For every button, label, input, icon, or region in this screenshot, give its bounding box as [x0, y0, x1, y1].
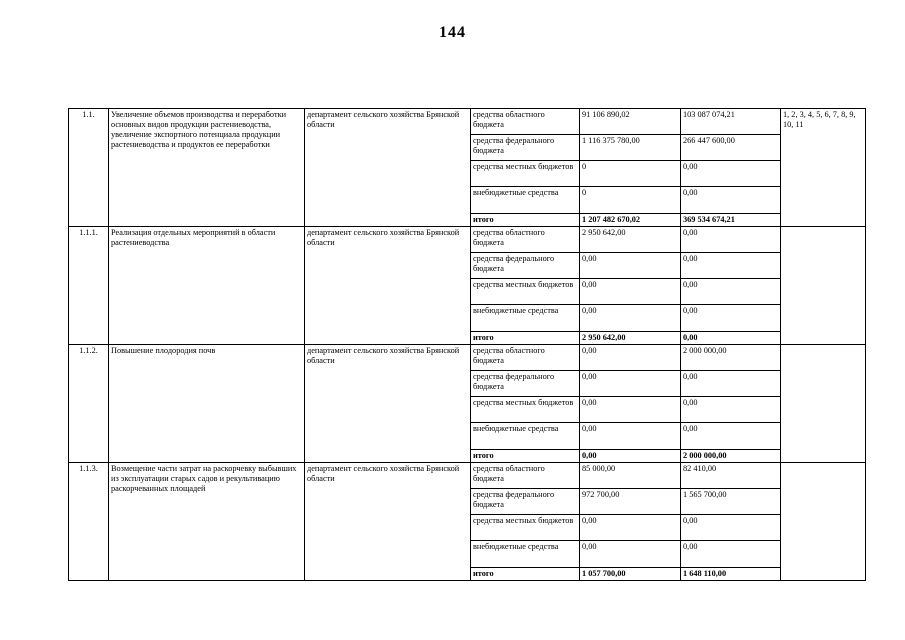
- source-total: итого: [471, 450, 580, 463]
- value-year2: 2 000 000,00: [681, 345, 781, 371]
- source-regional: средства областного бюджета: [471, 463, 580, 489]
- source-total: итого: [471, 568, 580, 581]
- value-year2: 0,00: [681, 279, 781, 305]
- source-total: итого: [471, 332, 580, 345]
- value-year2: 103 087 074,21: [681, 109, 781, 135]
- total-year1: 2 950 642,00: [580, 332, 681, 345]
- value-year2: 0,00: [681, 541, 781, 568]
- source-federal: средства федерального бюджета: [471, 253, 580, 279]
- responsible-department: департамент сельского хозяйства Брянской области: [305, 109, 471, 227]
- value-year2: 0,00: [681, 397, 781, 423]
- source-extrabudgetary: внебюджетные средства: [471, 305, 580, 332]
- source-local: средства местных бюджетов: [471, 279, 580, 305]
- value-year2: 0,00: [681, 161, 781, 187]
- source-total: итого: [471, 214, 580, 227]
- source-regional: средства областного бюджета: [471, 109, 580, 135]
- value-year2: 82 410,00: [681, 463, 781, 489]
- value-year1: 0,00: [580, 371, 681, 397]
- value-year1: 0: [580, 187, 681, 214]
- value-year1: 0,00: [580, 541, 681, 568]
- value-year1: 0,00: [580, 515, 681, 541]
- responsible-department: департамент сельского хозяйства Брянской области: [305, 345, 471, 463]
- source-federal: средства федерального бюджета: [471, 135, 580, 161]
- total-year2: 369 534 674,21: [681, 214, 781, 227]
- source-extrabudgetary: внебюджетные средства: [471, 187, 580, 214]
- value-year1: 972 700,00: [580, 489, 681, 515]
- value-year1: 0,00: [580, 253, 681, 279]
- page-number: 144: [439, 24, 466, 41]
- source-local: средства местных бюджетов: [471, 515, 580, 541]
- source-local: средства местных бюджетов: [471, 397, 580, 423]
- row-number: 1.1.2.: [69, 345, 109, 463]
- source-regional: средства областного бюджета: [471, 345, 580, 371]
- row-number: 1.1.: [69, 109, 109, 227]
- activity-title: Повышение плодородия почв: [109, 345, 305, 463]
- total-year2: 1 648 110,00: [681, 568, 781, 581]
- activity-title: Возмещение части затрат на раскорчевку выбывших из эксплуатации старых садов и рекультивацию раскорчеванных площадей: [109, 463, 305, 581]
- value-year2: 1 565 700,00: [681, 489, 781, 515]
- value-year1: 0,00: [580, 397, 681, 423]
- value-year2: 0,00: [681, 305, 781, 332]
- value-year2: 0,00: [681, 515, 781, 541]
- activity-title: Увеличение объемов производства и переработки основных видов продукции растениеводства, увеличение экспортного потенциала продукции растениеводства и продуктов ее переработки: [109, 109, 305, 227]
- value-year2: 0,00: [681, 187, 781, 214]
- source-extrabudgetary: внебюджетные средства: [471, 423, 580, 450]
- value-year2: 0,00: [681, 253, 781, 279]
- value-year1: 0,00: [580, 279, 681, 305]
- value-year2: 0,00: [681, 371, 781, 397]
- budget-table: [68, 108, 866, 581]
- total-year2: 0,00: [681, 332, 781, 345]
- indicator-numbers: [781, 227, 866, 345]
- value-year1: 0: [580, 161, 681, 187]
- total-year1: 1 057 700,00: [580, 568, 681, 581]
- value-year1: 0,00: [580, 345, 681, 371]
- source-regional: средства областного бюджета: [471, 227, 580, 253]
- source-extrabudgetary: внебюджетные средства: [471, 541, 580, 568]
- responsible-department: департамент сельского хозяйства Брянской области: [305, 463, 471, 581]
- activity-title: Реализация отдельных мероприятий в области растениеводства: [109, 227, 305, 345]
- value-year1: 1 116 375 780,00: [580, 135, 681, 161]
- value-year1: 0,00: [580, 305, 681, 332]
- indicator-numbers: [781, 463, 866, 581]
- value-year1: 2 950 642,00: [580, 227, 681, 253]
- value-year2: 0,00: [681, 227, 781, 253]
- source-federal: средства федерального бюджета: [471, 489, 580, 515]
- indicator-numbers: [781, 345, 866, 463]
- source-federal: средства федерального бюджета: [471, 371, 580, 397]
- responsible-department: департамент сельского хозяйства Брянской области: [305, 227, 471, 345]
- row-number: 1.1.3.: [69, 463, 109, 581]
- row-number: 1.1.1.: [69, 227, 109, 345]
- value-year1: 91 106 890,02: [580, 109, 681, 135]
- value-year1: 85 000,00: [580, 463, 681, 489]
- source-local: средства местных бюджетов: [471, 161, 580, 187]
- value-year2: 0,00: [681, 423, 781, 450]
- value-year1: 0,00: [580, 423, 681, 450]
- value-year2: 266 447 600,00: [681, 135, 781, 161]
- total-year1: 1 207 482 670,02: [580, 214, 681, 227]
- total-year2: 2 000 000,00: [681, 450, 781, 463]
- total-year1: 0,00: [580, 450, 681, 463]
- indicator-numbers: 1, 2, 3, 4, 5, 6, 7, 8, 9, 10, 11: [781, 109, 866, 227]
